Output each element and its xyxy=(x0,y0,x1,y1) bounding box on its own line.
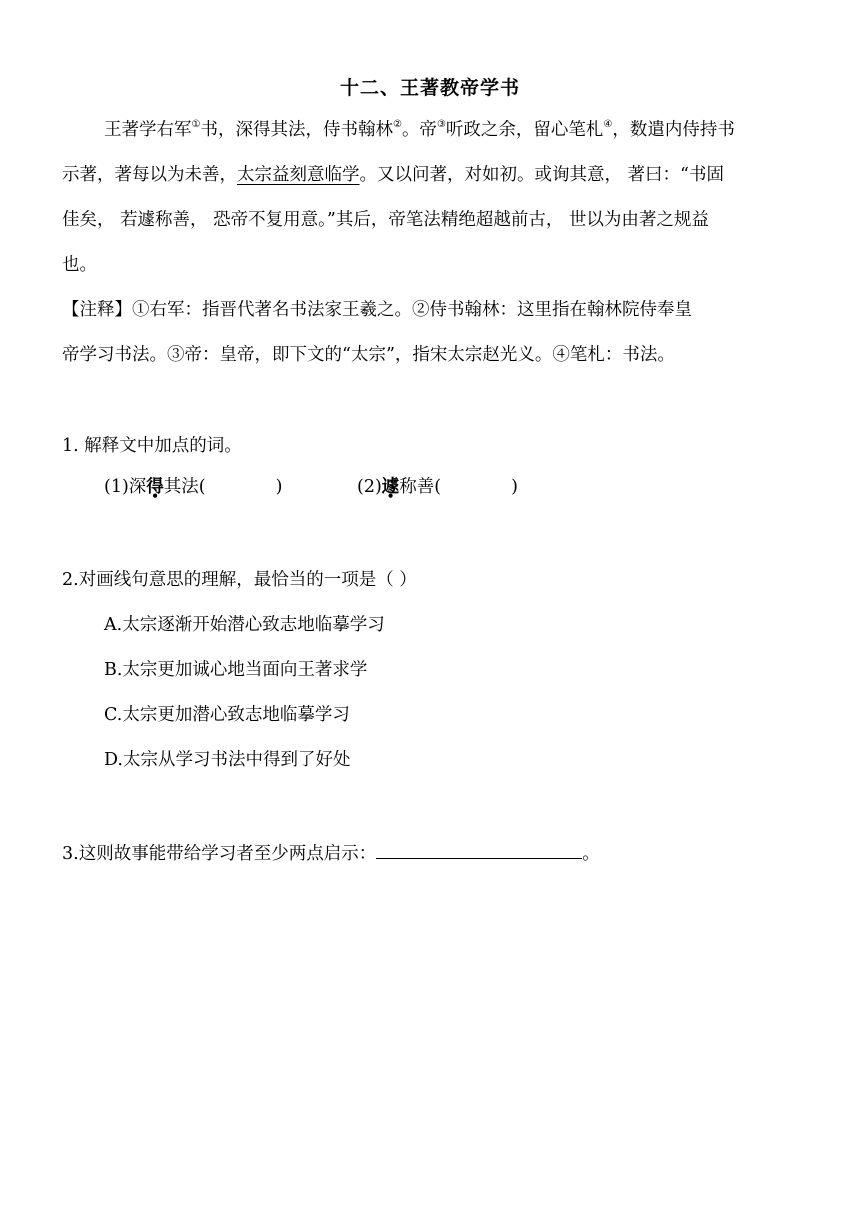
question-2-stem: 2.对画线句意思的理解，最恰当的一项是（ ） xyxy=(62,570,417,590)
passage-text: 王著学右军 xyxy=(104,120,192,140)
notes-line-1: 【注释】①右军：指晋代著名书法家王羲之。②侍书翰林：这里指在翰林院侍奉皇 xyxy=(62,300,692,320)
page-title: 十二、王著教帝学书 xyxy=(339,77,520,99)
passage-line-2 xyxy=(62,163,724,187)
item-text: 其法( xyxy=(163,477,206,497)
passage-line-1 xyxy=(104,118,735,142)
dotted-word: 得 xyxy=(146,477,164,497)
option-a[interactable]: A.太宗逐渐开始潜心致志地临摹学习 xyxy=(104,615,385,635)
footnote-marker: ② xyxy=(392,119,402,130)
passage-text: 。又以问著，对如初。或询其意， 著曰：“书固 xyxy=(359,165,725,185)
question-1-stem: 1. 解释文中加点的词。 xyxy=(62,436,242,456)
option-c[interactable]: C.太宗更加潜心致志地临摹学习 xyxy=(104,705,350,725)
passage-line-3: 佳矣， 若遽称善， 恐帝不复用意。”其后，帝笔法精绝超越前古， 世以为由著之规益 xyxy=(62,210,709,230)
notes-line-2: 帝学习书法。③帝：皇帝，即下文的“太宗”，指宋太宗赵光义。④笔札：书法。 xyxy=(62,345,675,365)
passage-text: 听政之余，留心笔札 xyxy=(445,120,604,140)
period: 。 xyxy=(582,844,600,864)
passage-text: 示著，著每以为未善， xyxy=(62,165,237,185)
question-3-stem: 3.这则故事能带给学习者至少两点启示： xyxy=(62,844,377,864)
footnote-marker: ④ xyxy=(603,119,613,130)
question-3 xyxy=(62,840,600,866)
passage-text: ，数遣内侍持书 xyxy=(612,120,735,140)
option-b[interactable]: B.太宗更加诚心地当面向王著求学 xyxy=(104,660,368,680)
item-text: ) xyxy=(511,477,518,497)
item-text: ) xyxy=(275,477,283,497)
passage-line-4: 也。 xyxy=(62,255,97,275)
item-text: (1)深 xyxy=(104,477,147,497)
item-text: (2) xyxy=(357,477,382,497)
question-1-item-1 xyxy=(104,475,282,499)
passage-text: 。帝 xyxy=(401,120,437,140)
passage-text: 书，深得其法，侍书翰林 xyxy=(200,120,393,140)
underlined-sentence: 太宗益刻意临学 xyxy=(237,165,360,185)
item-text: 称善( xyxy=(399,477,442,497)
dotted-word: 遽 xyxy=(381,477,400,497)
answer-blank[interactable] xyxy=(376,840,582,859)
footnote-marker: ① xyxy=(191,119,201,130)
option-d[interactable]: D.太宗从学习书法中得到了好处 xyxy=(104,750,351,770)
footnote-marker: ③ xyxy=(436,119,446,130)
question-1-item-2 xyxy=(357,475,518,499)
